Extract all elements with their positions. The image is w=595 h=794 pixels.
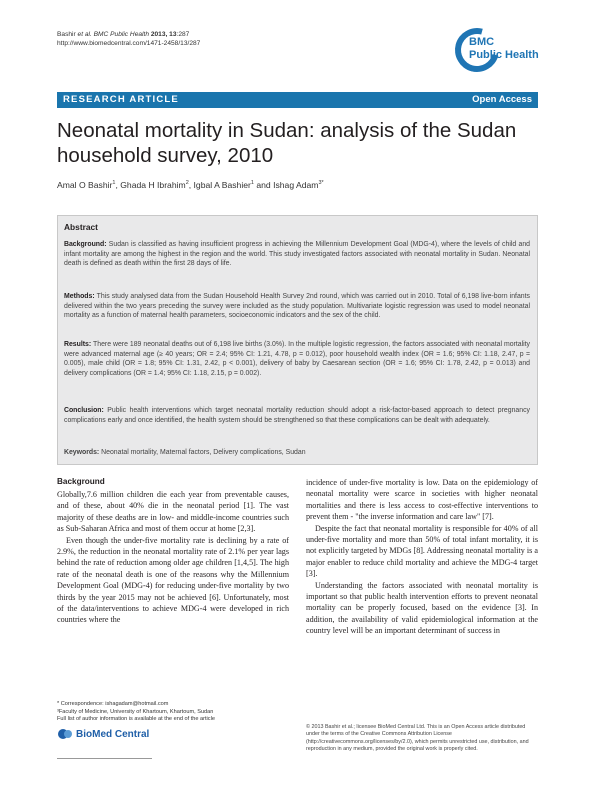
- author-name[interactable]: Ishag Adam: [273, 180, 319, 190]
- label-results: Results:: [64, 341, 92, 348]
- abstract-keywords: [64, 448, 530, 457]
- section-heading: Background: [57, 477, 105, 486]
- text-keywords: Neonatal mortality, Maternal factors, Delivery complications, Sudan: [99, 449, 306, 456]
- label-keywords: Keywords:: [64, 449, 100, 456]
- author-affiliation-mark: 1: [250, 180, 254, 187]
- author-name[interactable]: Ghada H Ibrahim: [120, 180, 186, 190]
- label-methods: Methods:: [64, 293, 95, 300]
- author-name[interactable]: Amal O Bashir: [57, 180, 113, 190]
- bmc-public-health-logo: [455, 28, 550, 74]
- article-type-label: RESEARCH ARTICLE: [63, 94, 179, 105]
- abstract-background: [64, 240, 530, 269]
- journal-citation: [57, 30, 200, 48]
- label-conclusion: Conclusion:: [64, 407, 104, 414]
- abstract-box: [57, 215, 538, 465]
- abstract-conclusion: [64, 406, 530, 425]
- biomed-central-logo: [57, 727, 149, 741]
- footnote-divider: [57, 758, 152, 759]
- correspondence-note[interactable]: * Correspondence: ishagadam@hotmail.com: [57, 701, 169, 707]
- footnotes: [57, 701, 287, 724]
- label-background: Background:: [64, 241, 107, 248]
- article-type-banner: [57, 92, 538, 108]
- logo-text-bmc: BMC: [469, 36, 495, 48]
- author-affiliation-mark: 1: [112, 180, 116, 187]
- cite-journal: et al. BMC Public Health: [77, 31, 149, 38]
- author-info-note: Full list of author information is available at the end of the article: [57, 716, 215, 723]
- article-title: Neonatal mortality in Sudan: analysis of the Sudan household survey, 2010: [57, 119, 517, 167]
- logo-text-journal: Public Health: [469, 49, 539, 61]
- biomed-central-text: BioMed Central: [76, 728, 150, 740]
- abstract-methods: [64, 292, 530, 321]
- body-paragraph: Globally,7.6 million children die each year from preventable causes, and of these, about 40% die in the neonatal period [1]. The vast majority of these deaths are in low- and middle-income countries such as Sub-Saharan Africa and most of them occur at home [2,3].: [57, 490, 289, 534]
- author-list: Amal O Bashir$^1$, Ghada H Ibrahim$^2$, Igbal A Bashier$^1$ and Ishag Adam$^{3*}$: [57, 180, 324, 190]
- abstract-heading: Abstract: [64, 222, 98, 232]
- body-paragraph: Understanding the factors associated with neonatal mortality is important so that public health intervention efforts to prevent neonatal mortality can be properly focused, based on the evidence [3]. In addition, the availability of valid epidemiological information at the country level will be an important determinant of success in: [306, 580, 538, 636]
- text-conclusion: Public health interventions which target neonatal mortality reduction should adopt a risk-factor-based approach to detect pregnancy complications early and once identified, the health system should be strengthened so that these complications can be dealt with adequately.: [64, 407, 530, 424]
- body-column-right: [306, 477, 538, 637]
- text-results: There were 189 neonatal deaths out of 6,198 live births (3.0%). In the multiple logistic regression, the factors associated with neonatal mortality were advanced maternal age (≥ 40 years; OR = 2.4; 95% CI: 1.21, 4.78, p = 0.012), poor household wealth index (OR = 1.6; 95% CI: 1.18, 2.47, p = 0.005), male child (OR = 1.8; 95% CI: 1.31, 2.42, p < 0.001), delivery of baby by Caesarean section (OR = 1.6; 95% CI: 1.78, 2.42, p = 0.013) and delivery complications (OR = 1.4; 95% CI: 1.18, 2.15, p = 0.002).: [64, 341, 530, 377]
- cite-year: 2013, 13: [149, 31, 177, 38]
- abstract-results: [64, 340, 530, 378]
- author-name[interactable]: Igbal A Bashier: [193, 180, 251, 190]
- text-background: Sudan is classified as having insufficient progress in achieving the Millennium Development Goal (MDG-4), where the levels of child and infant mortality are among the highest in the region and the world. This study investigated factors associated with neonatal mortality in Sudan. Neonatal death is defined as death within the first 28 days of life.: [64, 241, 530, 268]
- article-url[interactable]: http://www.biomedcentral.com/1471-2458/13/287: [57, 40, 201, 47]
- author-affiliation-mark: 2: [185, 180, 189, 187]
- copyright-notice: © 2013 Bashir et al.; licensee BioMed Central Ltd. This is an Open Access article distributed under the terms of the Creative Commons Attribution License (http://creativecommons.org/licenses/by/2.0), which permits unrestricted use, distribution, and reproduction in any medium, provided the original work is properly cited.: [306, 724, 529, 753]
- text-methods: This study analysed data from the Sudan Household Health Survey 2nd round, which was carried out in 2010. Total of 6,198 live-born infants delivered within the two years preceding the survey were included as the study population. Multivariate logistic regression was used to model neonatal mortality as a function of maternal health parameters, socioeconomic indicators and the sex of the child.: [64, 293, 530, 320]
- body-paragraph: Despite the fact that neonatal mortality is responsible for 40% of all under-five mortality and more than 50% of total infant mortality, it is not explicitly targeted by MDGs [8]. Addressing neonatal mortality is a major enabler to reduce child mortality and achieve the MDG-4 target [3].: [306, 523, 538, 579]
- body-column-left: [57, 489, 289, 626]
- affiliation-note: ³Faculty of Medicine, University of Khartoum, Khartoum, Sudan: [57, 708, 214, 715]
- body-paragraph: incidence of under-five mortality is low. Data on the epidemiology of neonatal mortality were scarce in societies with higher neonatal mortalities and there is less access to cost-effective interventions to prevent them - "the inverse information and care law" [7].: [306, 478, 538, 522]
- cite-page: :287: [176, 31, 190, 38]
- open-access-label: Open Access: [472, 94, 532, 105]
- biomed-central-mark-icon: [57, 727, 73, 741]
- author-affiliation-mark: 3*: [318, 180, 324, 187]
- body-paragraph: Even though the under-five mortality rate is declining by a rate of 2.9%, the reduction in the neonatal mortality rate of 2.1% per year lags behind the rate of reduction among older age children [1,4,5]. The high rate of the neonatal death is one of the reasons why the Millennium Development Goal (MDG-4) for reducing under-five mortality by two thirds by the year 2015 may not be achieved [6]. Unfortunately, most of the data/interventions to achieve MDG-4 were developed in rich countries where the: [57, 535, 289, 625]
- cite-author: Bashir: [57, 31, 78, 38]
